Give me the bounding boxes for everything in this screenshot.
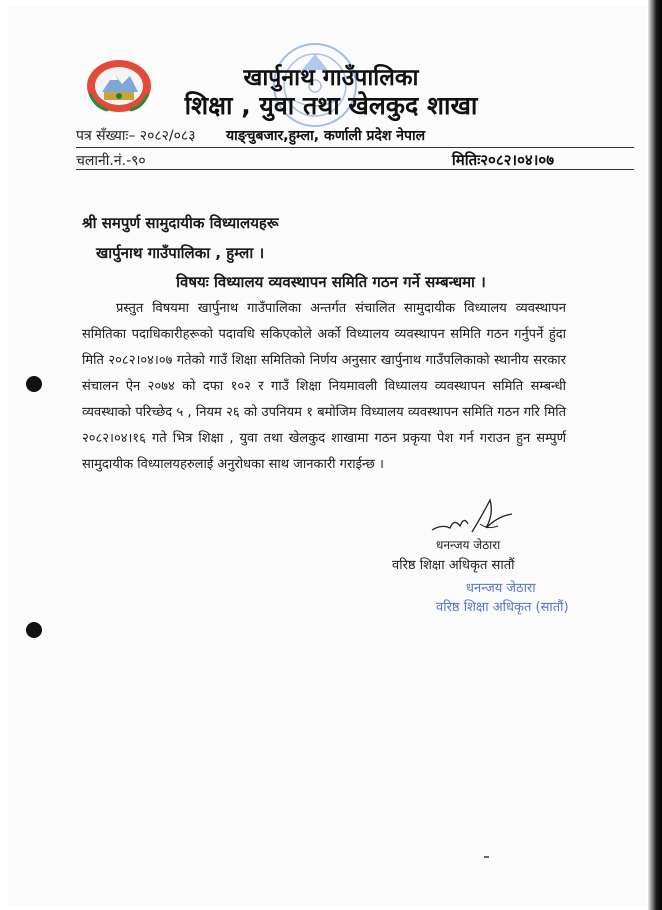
letter-date: मितिः२०८२।०४।०७ [451,151,554,169]
office-name: खार्पुनाथ गाउँपालिका [243,65,419,91]
signatory-title: वरिष्ठ शिक्षा अधिकृत सातौं [392,558,515,573]
addressee-line: श्री समपुर्ण सामुदायीक विध्यालयहरू [82,214,279,232]
letter-body: प्रस्तुत विषयमा खार्पुनाथ गाउँपालिका अन्तर्गत संचालित सामुदायीक विध्यालय व्यवस्थापन समितिका पदाधिकारीहरूको पदावधि सकिएकोले अर्को विध्यालय व्यवस्थापन समिति गठन गर्नुपर्ने हुंदा मिति २०८२।०४।०७ गतेको गाउँ शिक्षा समितिको निर्णय अनुसार खार्पुनाथ गाउँपलिकाको स्थानीय सरकार संचालन ऐन २०७४ को दफा १०२ र गाउँ शिक्षा नियमावली विध्यालय व्यवस्थापन समिति सम्बन्धी व्यवस्थाको परिच्छेद ५ , नियम २६ को उपनियम १ बमोजिम विध्यालय व्यवस्थापन समिति गठन गरि मिति २०८२।०४।१६ गते भित्र शिक्षा , युवा तथा खेलकुद शाखामा गठन प्रकृया पेश गर्न गराउन हुन सम्पुर्ण सामुदायीक विध्यालयहरुलाई अनुरोधका साथ जानकारी गराईन्छ । [82,301,566,472]
punch-hole [26,622,42,638]
office-address: याङ्चुबजार,हुम्ला, कर्णाली प्रदेश नेपाल [226,128,426,144]
header-divider [76,147,634,148]
reference-number: पत्र सँख्याः– २०८२/०८३ [76,128,196,144]
dispatch-number: चलानी.नं.-९० [76,153,146,169]
addressee-line: खार्पुनाथ गाउँपालिका , हुम्ला । [96,244,265,262]
scan-speck [484,856,489,858]
designation-stamp-text: वरिष्ठ शिक्षा अधिकृत (सातौं) [436,600,569,615]
punch-hole [26,376,42,392]
scan-edge [648,0,662,910]
name-stamp-text: धनन्जय जेठारा [466,581,536,596]
signatory-name: धनन्जय जेठारा [436,538,501,552]
office-section: शिक्षा , युवा तथा खेलकुद शाखा [184,91,478,120]
header-divider [76,169,634,170]
letter-subject: विषयः विध्यालय व्यवस्थापन समिति गठन गर्ने सम्बन्धमा । [176,273,486,291]
handwritten-signature [428,494,518,542]
